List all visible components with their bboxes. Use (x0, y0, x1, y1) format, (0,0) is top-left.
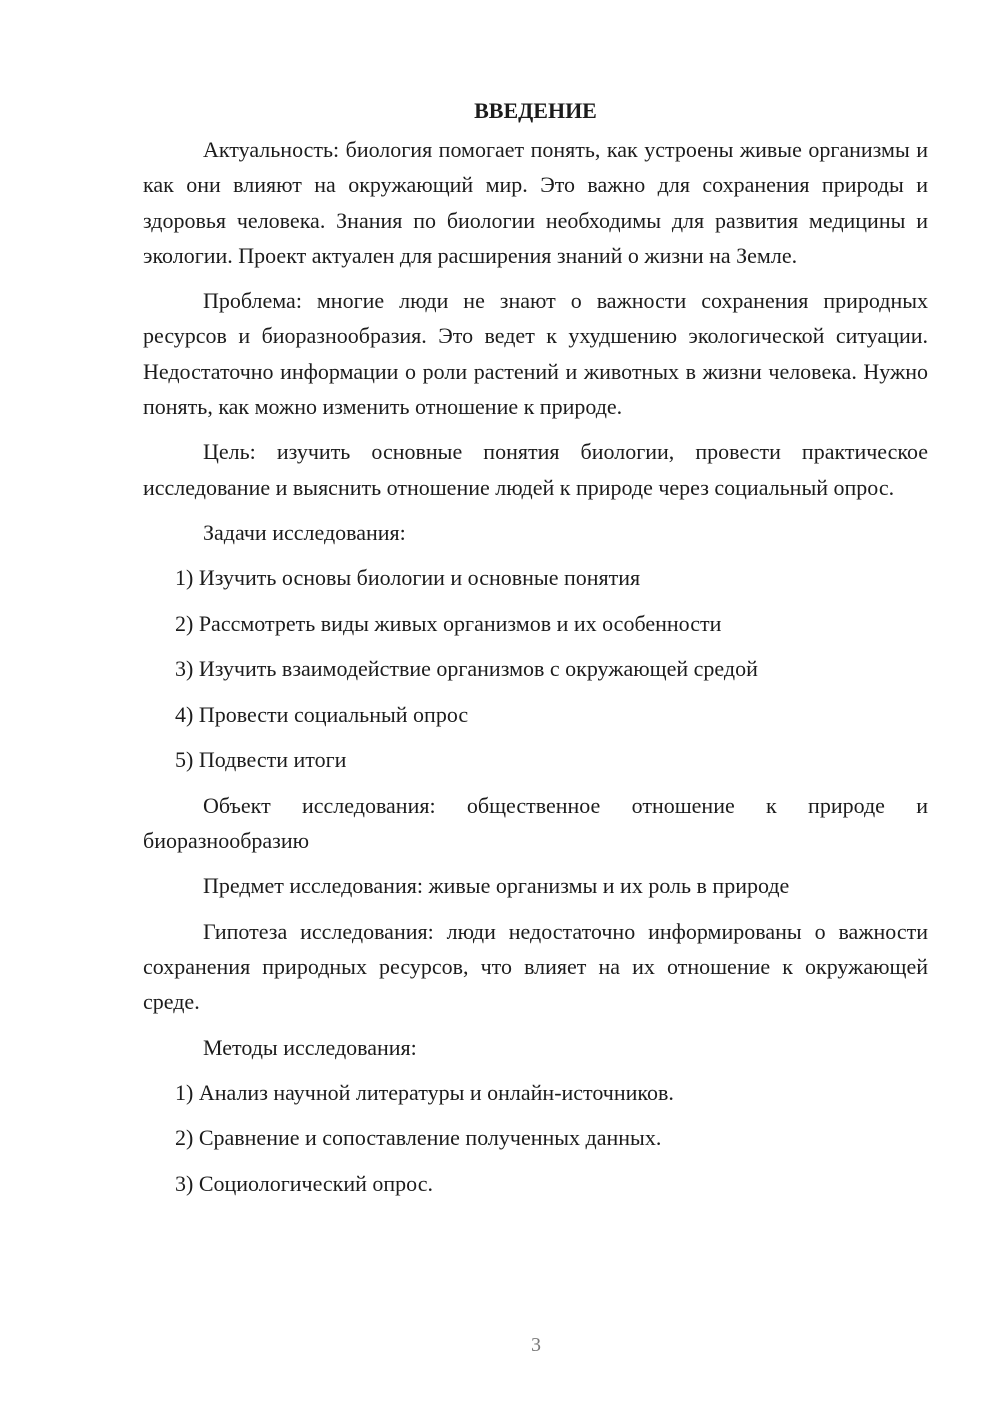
relevance-paragraph: Актуальность: биология помогает понять, как устроены живые организмы и как они влияют на окружающий мир. Это важно для сохранения природы и здоровья человека. Знания по биологии необходимы для развития медицины и экологии. Проект актуален для расширения знаний о жизни на Земле. (143, 137, 928, 268)
list-item: 2) Рассмотреть виды живых организмов и их особенности (175, 610, 722, 636)
methods-list (143, 1075, 928, 1201)
tasks-heading: Задачи исследования: (203, 519, 406, 545)
list-item: 3) Изучить взаимодействие организмов с окружающей средой (175, 656, 758, 682)
list-item: 3) Социологический опрос. (175, 1170, 433, 1196)
page-title: ВВЕДЕНИЕ (474, 98, 597, 123)
tasks-list (143, 560, 928, 777)
hypothesis-paragraph: Гипотеза исследования: люди недостаточно информированы о важности сохранения природных ресурсов, что влияет на их отношение к окружающей среде. (143, 918, 928, 1015)
subject-paragraph: Предмет исследования: живые организмы и их роль в природе (203, 873, 790, 899)
document-page (143, 93, 928, 1211)
list-item: 1) Изучить основы биологии и основные понятия (175, 565, 641, 591)
object-paragraph: Объект исследования: общественное отношение к природе и биоразнообразию (143, 792, 928, 854)
page-number: 3 (531, 1334, 541, 1356)
problem-paragraph: Проблема: многие люди не знают о важности сохранения природных ресурсов и биоразнообразия. Это ведет к ухудшению экологической ситуации. Недостаточно информации о роли растений и животных в жизни человека. Нужно понять, как можно изменить отношение к природе. (143, 288, 928, 420)
list-item: 2) Сравнение и сопоставление полученных данных. (175, 1125, 662, 1151)
list-item: 4) Провести социальный опрос (175, 701, 469, 727)
methods-heading: Методы исследования: (203, 1034, 417, 1060)
list-item: 5) Подвести итоги (175, 747, 347, 773)
goal-paragraph: Цель: изучить основные понятия биологии, провести практическое исследование и выяснить отношение людей к природе через социальный опрос. (143, 439, 928, 500)
list-item: 1) Анализ научной литературы и онлайн-источников. (175, 1079, 674, 1105)
